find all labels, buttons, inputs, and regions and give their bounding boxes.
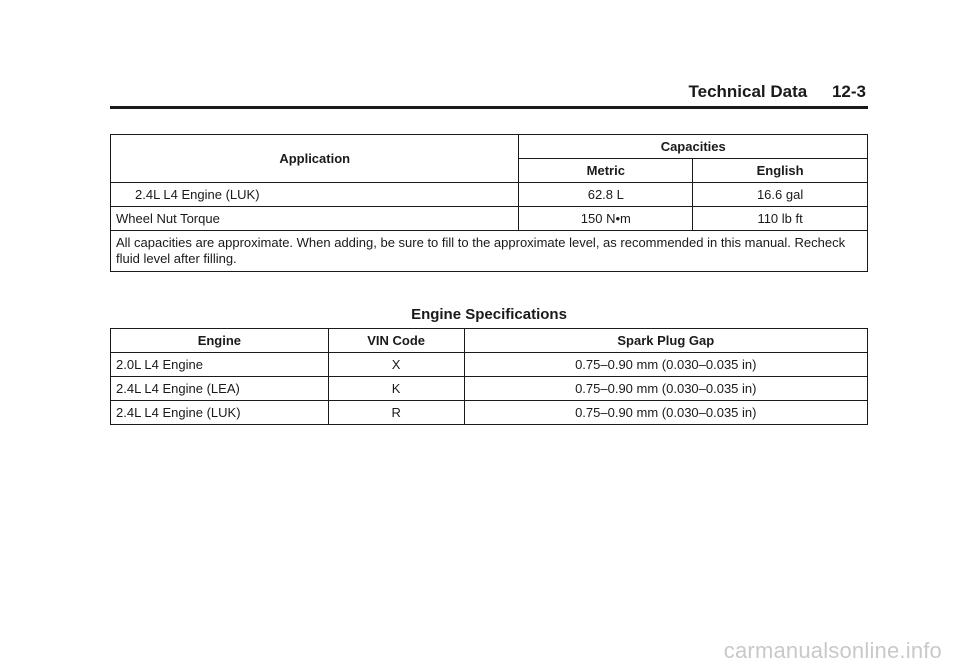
watermark: carmanualsonline.info xyxy=(723,638,942,663)
english-cell: 110 lb ft xyxy=(693,207,868,231)
engine-cell: 2.4L L4 Engine (LUK) xyxy=(111,401,329,425)
table-row xyxy=(111,377,868,401)
header-right xyxy=(689,82,867,102)
metric-header: Metric xyxy=(519,159,693,183)
english-cell: 16.6 gal xyxy=(693,183,868,207)
capacities-header: Capacities xyxy=(519,135,868,159)
vin-code-cell: R xyxy=(328,401,464,425)
table-header-row xyxy=(111,135,868,159)
table-row xyxy=(111,353,868,377)
engine-specs-table xyxy=(110,328,868,425)
engine-header: Engine xyxy=(111,329,329,353)
spark-plug-gap-header: Spark Plug Gap xyxy=(464,329,867,353)
engine-specs-title: Engine Specifications xyxy=(411,306,567,323)
metric-cell: 150 N•m xyxy=(519,207,693,231)
page-header xyxy=(110,78,868,109)
vin-code-header: VIN Code xyxy=(328,329,464,353)
capacities-table xyxy=(110,134,868,272)
engine-cell: 2.4L L4 Engine (LEA) xyxy=(111,377,329,401)
table-row xyxy=(111,207,868,231)
application-cell: 2.4L L4 Engine (LUK) xyxy=(111,183,519,207)
spark-plug-gap-cell: 0.75–0.90 mm (0.030–0.035 in) xyxy=(464,401,867,425)
table-row xyxy=(111,183,868,207)
application-cell: Wheel Nut Torque xyxy=(111,207,519,231)
vin-code-cell: K xyxy=(328,377,464,401)
spark-plug-gap-cell: 0.75–0.90 mm (0.030–0.035 in) xyxy=(464,353,867,377)
capacities-note: All capacities are approximate. When adding, be sure to fill to the approximate level, as recommended in this manual. Recheck fluid level after filling. xyxy=(111,231,868,272)
spark-plug-gap-cell: 0.75–0.90 mm (0.030–0.035 in) xyxy=(464,377,867,401)
table-row xyxy=(111,401,868,425)
section-title: Technical Data xyxy=(688,82,808,101)
page-number: 12-3 xyxy=(831,82,866,101)
metric-cell: 62.8 L xyxy=(519,183,693,207)
vin-code-cell: X xyxy=(328,353,464,377)
engine-cell: 2.0L L4 Engine xyxy=(111,353,329,377)
table-note-row xyxy=(111,231,868,272)
application-header: Application xyxy=(111,135,519,183)
table-header-row xyxy=(111,329,868,353)
english-header: English xyxy=(693,159,868,183)
